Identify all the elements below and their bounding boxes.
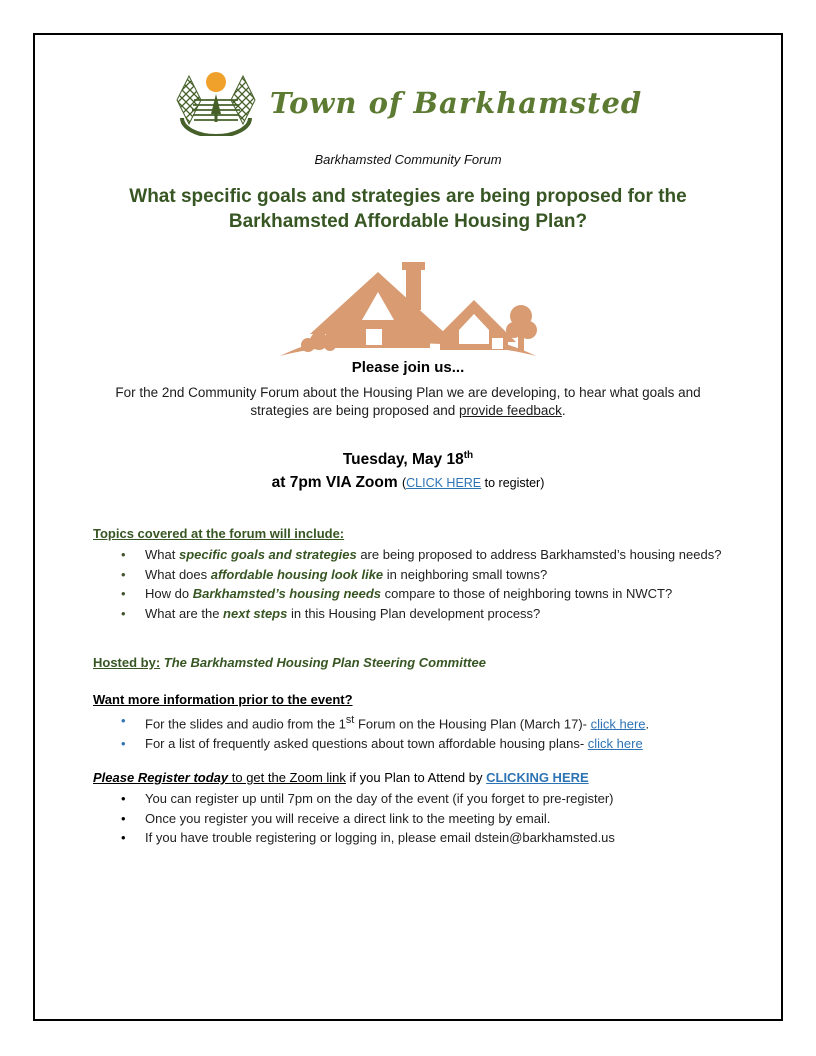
date-ordinal: th bbox=[463, 450, 474, 461]
topic-item bbox=[93, 604, 725, 624]
more-info-list bbox=[93, 711, 725, 753]
topic-emphasis: Barkhamsted’s housing needs bbox=[192, 586, 382, 601]
time-text: at 7pm VIA Zoom bbox=[271, 474, 398, 491]
more-info-header: Want more information prior to the event? bbox=[93, 692, 353, 707]
topics-list bbox=[93, 545, 725, 623]
topic-text: compare to those of neighboring towns in NWCT? bbox=[381, 586, 673, 601]
more-info-item bbox=[93, 734, 725, 754]
forum-subtitle: Barkhamsted Community Forum bbox=[314, 152, 502, 167]
intro-period: . bbox=[561, 402, 566, 418]
topic-text: are being proposed to address Barkhamsted’s housing needs? bbox=[356, 547, 722, 562]
heading-line2: Barkhamsted Affordable Housing Plan? bbox=[228, 211, 588, 232]
event-time-line bbox=[33, 474, 783, 492]
topic-text: How do bbox=[145, 586, 193, 601]
topic-text: in this Housing Plan development process? bbox=[287, 605, 541, 621]
info-text: For a list of frequently asked questions about town affordable housing plans- bbox=[145, 735, 588, 751]
topic-emphasis: specific goals and strategies bbox=[178, 547, 357, 562]
topic-emphasis: affordable housing look like bbox=[210, 566, 384, 582]
event-date bbox=[33, 450, 783, 469]
join-text: Please join us... bbox=[351, 359, 465, 376]
paren-close: to register) bbox=[481, 476, 545, 490]
register-header bbox=[93, 770, 725, 785]
topic-text: What are the bbox=[145, 605, 224, 621]
register-section bbox=[93, 770, 725, 848]
topic-text: What does bbox=[145, 566, 211, 582]
register-text: if you Plan to Attend by bbox=[345, 770, 487, 785]
click-here-register-link[interactable]: CLICK HERE bbox=[406, 476, 482, 490]
click-here-faq-link[interactable]: click here bbox=[587, 735, 643, 751]
register-item: • You can register up until 7pm on the day of the event (if you forget to pre-register) bbox=[93, 789, 725, 809]
heading-line1: What specific goals and strategies are being proposed for the bbox=[129, 186, 687, 207]
topic-item bbox=[93, 545, 725, 565]
register-underline: to get the Zoom link bbox=[228, 770, 346, 785]
more-info-section bbox=[93, 692, 725, 753]
paren-open: ( bbox=[401, 476, 407, 490]
topic-item bbox=[93, 565, 725, 585]
topics-section bbox=[93, 526, 725, 623]
square-window-cutout bbox=[366, 329, 382, 345]
hosted-by-value: The Barkhamsted Housing Plan Steering Committee bbox=[163, 655, 486, 670]
register-item: • Once you register you will receive a direct link to the meeting by email. bbox=[93, 809, 725, 829]
clicking-here-link[interactable]: CLICKING HERE bbox=[486, 770, 589, 785]
topics-header: Topics covered at the forum will include: bbox=[93, 526, 345, 541]
town-seal-icon bbox=[174, 70, 258, 136]
hosted-by-label: Hosted by: bbox=[93, 655, 161, 670]
chimney bbox=[406, 266, 421, 310]
center-tree-icon bbox=[211, 94, 221, 114]
page-title bbox=[33, 184, 783, 234]
logo-title: Town of Barkhamsted bbox=[269, 86, 643, 120]
click-here-slides-link[interactable]: click here bbox=[590, 716, 646, 732]
intro-paragraph bbox=[88, 384, 728, 419]
ordinal-sup: st bbox=[345, 714, 355, 726]
register-parenthetical bbox=[402, 476, 544, 490]
right-window-cutout bbox=[492, 338, 503, 349]
info-text: Forum on the Housing Plan (March 17)- bbox=[354, 716, 591, 732]
date-text: Tuesday, May 18 bbox=[342, 451, 464, 469]
housing-illustration bbox=[33, 250, 783, 368]
topic-item bbox=[93, 584, 725, 604]
houses-on-hill-icon bbox=[278, 250, 538, 368]
town-logo bbox=[33, 70, 783, 136]
register-item: • If you have trouble registering or logging in, please email dstein@barkhamsted.us bbox=[93, 828, 725, 848]
topic-text: in neighboring small towns? bbox=[383, 566, 548, 582]
topic-text: What bbox=[145, 547, 179, 562]
provide-feedback-underlined: provide feedback bbox=[459, 402, 562, 418]
info-text: . bbox=[645, 716, 650, 732]
hosted-by-line bbox=[93, 655, 725, 670]
topic-emphasis: next steps bbox=[223, 605, 288, 621]
info-text: For the slides and audio from the 1 bbox=[145, 716, 346, 732]
register-list bbox=[93, 789, 725, 848]
sun-icon bbox=[206, 72, 226, 92]
register-emphasis: Please Register today bbox=[93, 770, 229, 785]
intro-text: For the 2nd Community Forum about the Housing Plan we are developing, to hear what goals and strategies are being proposed and bbox=[115, 385, 701, 418]
more-info-item bbox=[93, 711, 725, 734]
